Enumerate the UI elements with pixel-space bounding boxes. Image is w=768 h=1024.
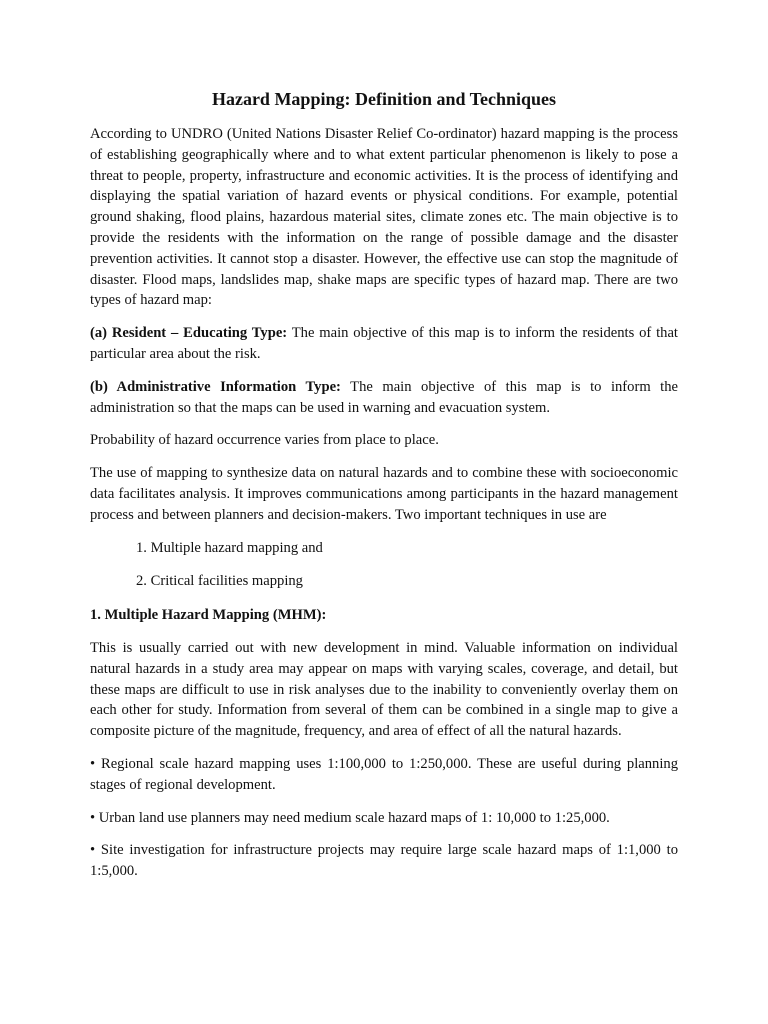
technique-item: 1. Multiple hazard mapping and xyxy=(136,539,323,556)
mhm-paragraph: This is usually carried out with new development in mind. Valuable information on individual natural hazards in a study area may appear on maps with varying scales, coverage, and detail, but these maps are difficult to use in risk analyses due to the inability to conveniently overlay them on each other for study. Information from several of them can be combined in a single map to give a composite picture of the magnitude, frequency, and area of effect of all the natural hazards. xyxy=(90,639,678,740)
type-a-label: (a) Resident – Educating Type: xyxy=(90,325,288,342)
type-b-label: (b) Administrative Information Type: xyxy=(90,378,341,395)
type-a-text: The main objective of this map is to inform the residents of that particular area about the risk. xyxy=(90,325,678,362)
type-b-paragraph xyxy=(90,377,678,419)
type-a-paragraph xyxy=(90,323,678,365)
bullet-item: • Site investigation for infrastructure projects may require large scale hazard maps of 1:1,000 to 1:5,000. xyxy=(90,842,678,880)
intro-paragraph: According to UNDRO (United Nations Disaster Relief Co-ordinator) hazard mapping is the process of establishing geographically where and to what extent particular phenomenon is likely to pose a threat to people, property, infrastructure and economic activities. It is the process of identifying and displaying the spatial variation of hazard events or physical conditions. For example, potential ground shaking, flood plains, hazardous material sites, climate zones etc. The main objective is to provide the residents with the information on the range of possible damage and the disaster prevention activities. It cannot stop a disaster. However, the effective use can stop the magnitude of disaster. Flood maps, landslides map, shake maps are specific types of hazard map. There are two types of hazard map: xyxy=(90,126,678,309)
document-page xyxy=(90,88,678,894)
type-b-text: The main objective of this map is to inform the administration so that the maps can be used in warning and evacuation system. xyxy=(90,378,678,416)
bullet-item: • Urban land use planners may need medium scale hazard maps of 1: 10,000 to 1:25,000. xyxy=(90,809,610,826)
probability-paragraph: Probability of hazard occurrence varies from place to place. xyxy=(90,432,439,449)
mhm-heading: 1. Multiple Hazard Mapping (MHM): xyxy=(90,607,327,624)
bullet-item: • Regional scale hazard mapping uses 1:100,000 to 1:250,000. These are useful during planning stages of regional development. xyxy=(90,755,678,793)
page-title: Hazard Mapping: Definition and Techniques xyxy=(211,89,557,109)
technique-item: 2. Critical facilities mapping xyxy=(136,573,303,590)
mapping-use-paragraph: The use of mapping to synthesize data on natural hazards and to combine these with socioeconomic data facilitates analysis. It improves communications among participants in the hazard management process and between planners and decision-makers. Two important techniques in use are xyxy=(90,465,678,523)
